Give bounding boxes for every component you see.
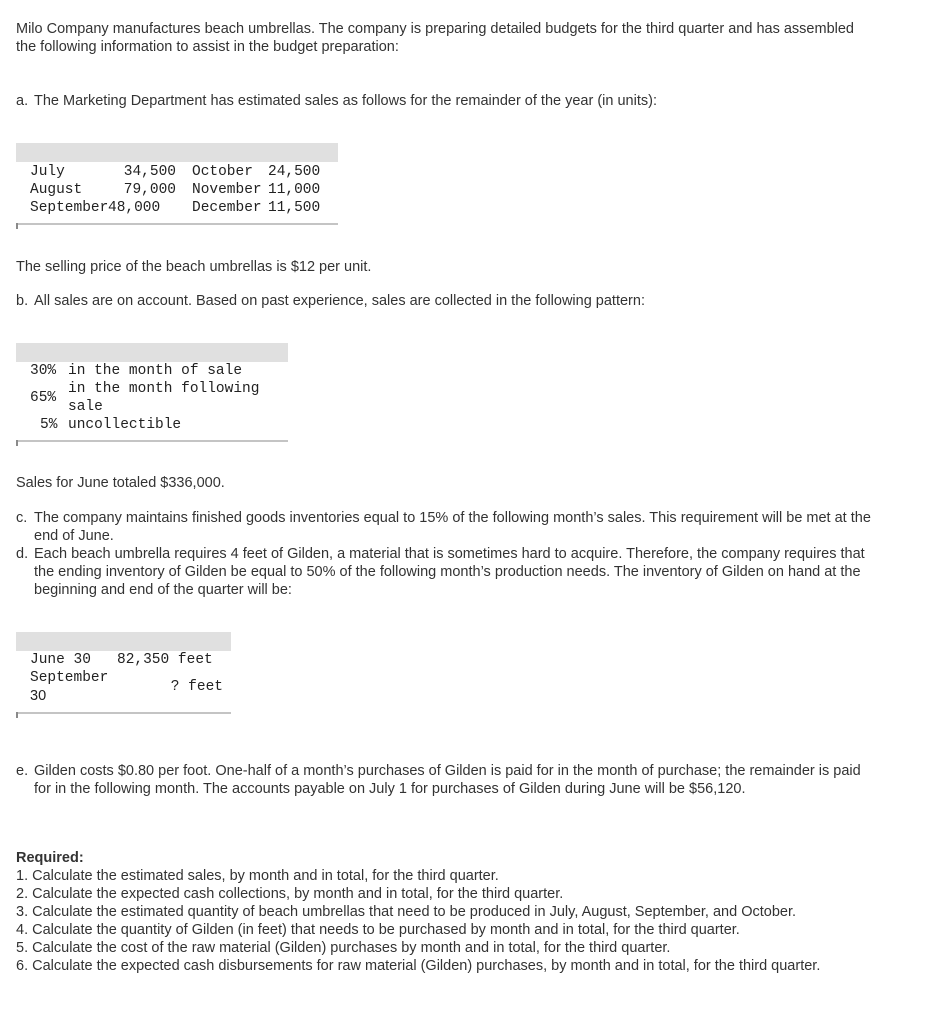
required-item: 4. Calculate the quantity of Gilden (in feet) that needs to be purchased by month and in total, for the third quarter. <box>16 922 740 938</box>
required-item: 5. Calculate the cost of the raw material (Gilden) purchases by month and in total, for the third quarter. <box>16 940 671 956</box>
item-a <box>16 92 876 110</box>
gilden-date-cell: June 30 <box>30 652 91 668</box>
gilden-inventory-table <box>16 632 231 724</box>
collection-desc-cell: in the month following <box>68 381 260 397</box>
item-d <box>16 545 876 599</box>
collection-desc-cell: uncollectible <box>68 417 182 433</box>
item-b <box>16 292 876 310</box>
gilden-date-cell: September <box>30 670 109 686</box>
required-title: Required: <box>16 850 84 866</box>
gilden-amount-cell: ? feet <box>170 679 223 695</box>
collection-desc-cell: sale <box>68 399 103 415</box>
required-item: 3. Calculate the estimated quantity of beach umbrellas that need to be produced in July, August, September, and October. <box>16 904 796 920</box>
gilden-amount-cell: 82,350 feet <box>117 652 213 668</box>
sales-table-header <box>16 143 338 162</box>
sales-month-cell: September <box>30 200 109 216</box>
required-item: 6. Calculate the expected cash disbursements for raw material (Gilden) purchases, by month and in total, for the third quarter. <box>16 958 821 974</box>
item-b-text: All sales are on account. Based on past experience, sales are collected in the following pattern: <box>34 293 645 309</box>
required-item: 1. Calculate the estimated sales, by month and in total, for the third quarter. <box>16 868 499 884</box>
item-a-label: a. <box>16 93 29 109</box>
sales-month-cell: December <box>192 200 262 216</box>
table-divider-tick <box>16 223 18 229</box>
sales-units-cell: 24,500 <box>268 164 321 180</box>
gilden-date-cell: 30 <box>30 688 47 704</box>
item-c-text: The company maintains finished goods inventories equal to 15% of the following month’s sales. This requirement will be met at the end of June. <box>34 510 871 544</box>
table-divider <box>16 223 338 225</box>
required-item: 2. Calculate the expected cash collections, by month and in total, for the third quarter. <box>16 886 564 902</box>
table-divider-tick <box>16 712 18 718</box>
item-d-text: Each beach umbrella requires 4 feet of Gilden, a material that is sometimes hard to acquire. Therefore, the company requires that the ending inventory of Gilden be equal to 50% of the following month’s production needs. The inventory of Gilden on hand at the beginning and end of the quarter will be: <box>34 546 865 598</box>
table-divider <box>16 712 231 714</box>
item-a-text: The Marketing Department has estimated sales as follows for the remainder of the year (in units): <box>34 93 657 109</box>
collection-pct-cell: 30% <box>30 363 57 379</box>
table-divider-tick <box>16 440 18 446</box>
collection-pct-cell: 5% <box>40 417 58 433</box>
selling-price-text: The selling price of the beach umbrellas is $12 per unit. <box>16 259 372 275</box>
item-c <box>16 509 876 545</box>
sales-units-cell: 11,000 <box>268 182 321 198</box>
item-e-label: e. <box>16 763 29 779</box>
sales-month-cell: August <box>30 182 83 198</box>
item-b-label: b. <box>16 293 29 309</box>
sales-units-cell: 79,000 <box>123 182 176 198</box>
intro-paragraph: Milo Company manufactures beach umbrellas. The company is preparing detailed budgets for the third quarter and has assembled the following information to assist in the budget preparation: <box>16 21 854 55</box>
sales-month-cell: October <box>192 164 253 180</box>
item-c-label: c. <box>16 510 28 526</box>
sales-month-cell: November <box>192 182 262 198</box>
sales-units-cell: 11,500 <box>268 200 321 216</box>
gilden-table-header <box>16 632 231 651</box>
collection-pct-cell: 65% <box>30 390 57 406</box>
item-e-text: Gilden costs $0.80 per foot. One-half of a month’s purchases of Gilden is paid for in the month of purchase; the remainder is paid for in the following month. The accounts payable on July 1 for purchases of Gilden during June will be $56,120. <box>34 763 861 797</box>
table-divider <box>16 440 288 442</box>
collection-table-header <box>16 343 288 362</box>
item-d-label: d. <box>16 546 29 562</box>
sales-units-cell: 48,000 <box>108 200 161 216</box>
sales-units-cell: 34,500 <box>123 164 176 180</box>
collection-desc-cell: in the month of sale <box>68 363 243 379</box>
sales-month-cell: July <box>30 164 65 180</box>
collection-table <box>16 343 288 451</box>
sales-table <box>16 143 338 231</box>
required-section <box>16 849 876 975</box>
june-sales-text: Sales for June totaled $336,000. <box>16 475 225 491</box>
item-e <box>16 762 876 798</box>
